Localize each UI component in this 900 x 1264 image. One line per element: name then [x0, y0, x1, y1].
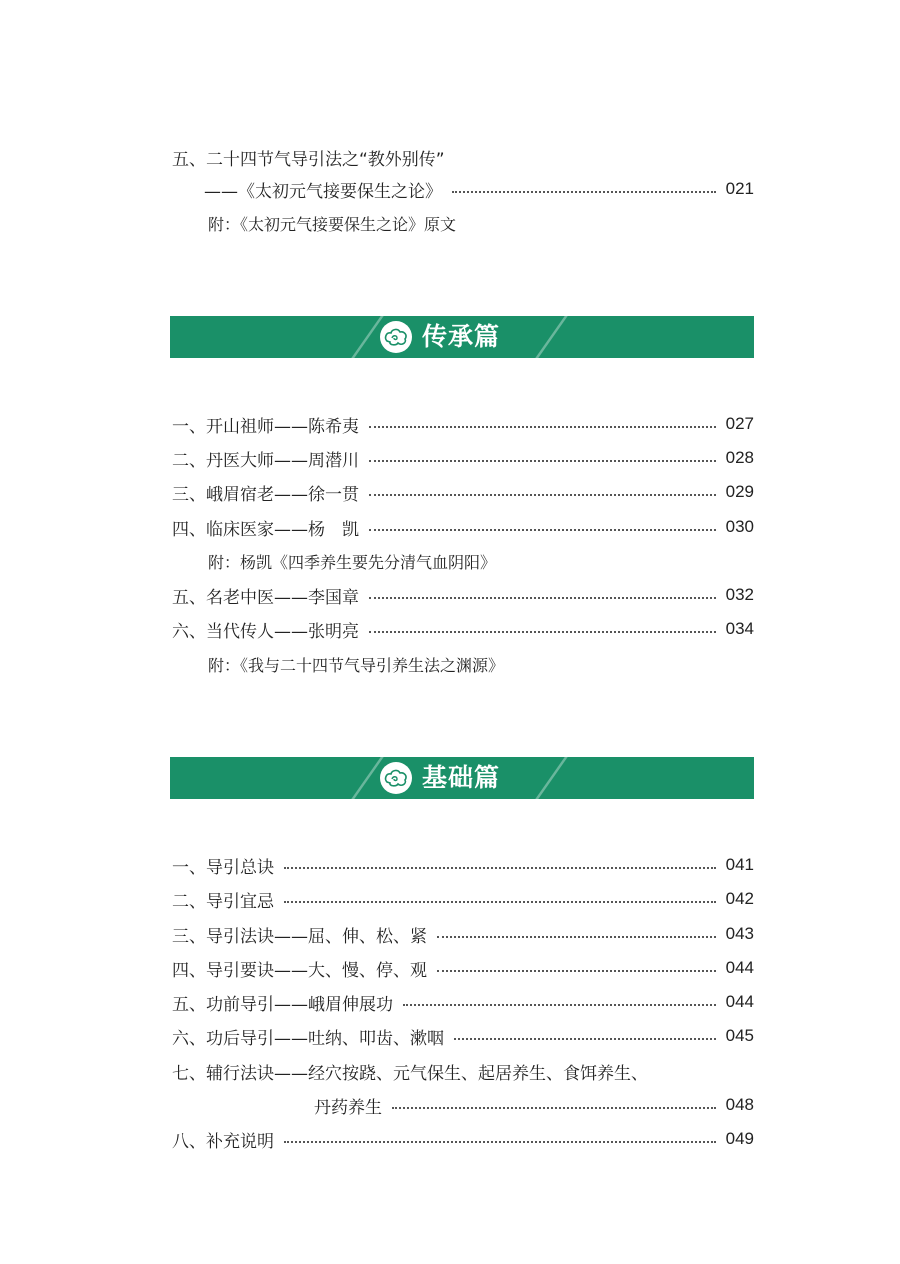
leader-dots	[437, 970, 716, 972]
toc-entry-label: 三、峨眉宿老——徐一贯	[172, 484, 359, 505]
toc-entry[interactable]	[204, 176, 754, 202]
toc-entry[interactable]	[172, 955, 754, 981]
toc-entry-label: 六、当代传人——张明亮	[172, 621, 359, 642]
toc-entry[interactable]	[172, 144, 754, 170]
toc-entry-label: 五、二十四节气导引法之“教外别传”	[172, 149, 445, 170]
section-banner-jichu	[170, 757, 754, 799]
toc-page-number: 034	[725, 619, 754, 638]
banner-stripe	[535, 316, 567, 358]
toc-entry[interactable]	[172, 479, 754, 505]
toc-appendix: 附：《太初元气接要保生之论》原文	[208, 215, 457, 234]
toc-page-number: 032	[725, 585, 754, 604]
toc-entry[interactable]	[172, 886, 754, 912]
leader-dots	[369, 529, 716, 531]
toc-page-number: 042	[725, 889, 754, 908]
toc-page-number: 028	[725, 448, 754, 467]
toc-entry-label: 三、导引法诀——屈、伸、松、紧	[172, 926, 427, 947]
toc-entry[interactable]	[172, 921, 754, 947]
toc-page-number: 048	[725, 1095, 754, 1114]
toc-entry[interactable]	[172, 1058, 754, 1084]
toc-page-number: 030	[725, 517, 754, 536]
leader-dots	[369, 494, 716, 496]
section-banner-chuancheng	[170, 316, 754, 358]
leader-dots	[284, 1141, 716, 1143]
leader-dots	[369, 597, 716, 599]
toc-entry-label: 一、导引总诀	[172, 857, 274, 878]
banner-stripe	[351, 757, 383, 799]
leader-dots	[403, 1004, 716, 1006]
leader-dots	[284, 867, 716, 869]
toc-page-number: 041	[725, 855, 754, 874]
toc-entry-label: 五、功前导引——峨眉伸展功	[172, 994, 393, 1015]
toc-page-number: 043	[725, 924, 754, 943]
toc-page-number: 044	[725, 958, 754, 977]
banner-stripe	[535, 757, 567, 799]
toc-entry-label: 四、导引要诀——大、慢、停、观	[172, 960, 427, 981]
leader-dots	[369, 426, 716, 428]
toc-page-number: 045	[725, 1026, 754, 1045]
toc-entry-label: 丹药养生	[314, 1097, 382, 1118]
toc-appendix: 附：杨凯《四季养生要先分清气血阴阳》	[208, 553, 497, 572]
toc-page-number: 021	[725, 179, 754, 198]
toc-entry[interactable]	[172, 852, 754, 878]
toc-entry-label: 二、导引宜忌	[172, 891, 274, 912]
toc-page-number: 029	[725, 482, 754, 501]
toc-entry-label: 一、开山祖师——陈希夷	[172, 416, 359, 437]
toc-entry-continuation[interactable]	[314, 1092, 754, 1118]
toc-appendix: 附：《我与二十四节气导引养生法之渊源》	[208, 656, 505, 675]
section-title: 基础篇	[422, 763, 501, 792]
toc-entry[interactable]	[172, 514, 754, 540]
toc-entry[interactable]	[172, 1023, 754, 1049]
toc-entry-label: 五、名老中医——李国章	[172, 587, 359, 608]
toc-entry-label: ——《太初元气接要保生之论》	[204, 181, 442, 202]
leader-dots	[437, 936, 716, 938]
toc-entry[interactable]	[172, 1126, 754, 1152]
leader-dots	[284, 901, 716, 903]
section-title: 传承篇	[422, 322, 501, 351]
toc-page-number: 049	[725, 1129, 754, 1148]
toc-entry[interactable]	[172, 411, 754, 437]
toc-entry[interactable]	[172, 616, 754, 642]
leader-dots	[454, 1038, 716, 1040]
toc-entry[interactable]	[172, 582, 754, 608]
toc-entry[interactable]	[172, 989, 754, 1015]
leader-dots	[369, 631, 716, 633]
toc-entry-label: 四、临床医家——杨 凯	[172, 519, 359, 540]
cloud-swirl-icon	[380, 321, 412, 353]
banner-stripe	[351, 316, 383, 358]
toc-entry-label: 八、补充说明	[172, 1131, 274, 1152]
toc-entry-label: 二、丹医大师——周潜川	[172, 450, 359, 471]
toc-page-number: 027	[725, 414, 754, 433]
leader-dots	[369, 460, 716, 462]
leader-dots	[392, 1107, 716, 1109]
toc-entry-label: 六、功后导引——吐纳、叩齿、漱咽	[172, 1028, 444, 1049]
cloud-swirl-icon	[380, 762, 412, 794]
toc-entry-label: 七、辅行法诀——经穴按跷、元气保生、起居养生、食饵养生、	[172, 1063, 648, 1084]
leader-dots	[452, 191, 716, 193]
toc-page-number: 044	[725, 992, 754, 1011]
toc-entry[interactable]	[172, 445, 754, 471]
